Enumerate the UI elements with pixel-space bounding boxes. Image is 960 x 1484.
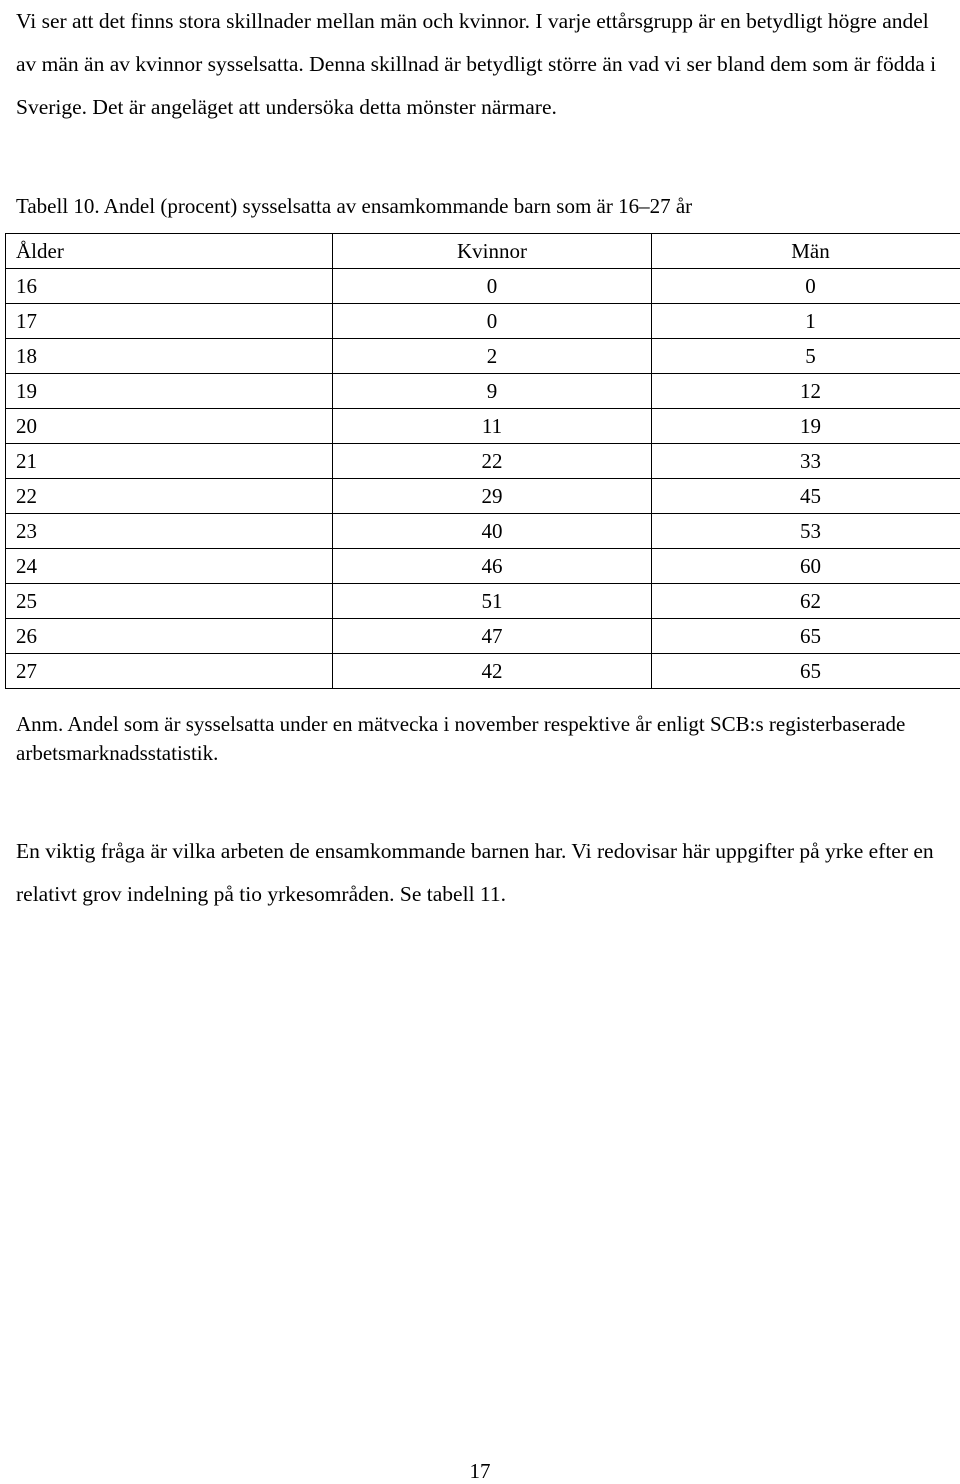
cell-age: 18 [6, 339, 333, 374]
cell-women: 29 [333, 479, 652, 514]
cell-age: 26 [6, 619, 333, 654]
table-row [6, 409, 960, 444]
cell-age: 20 [6, 409, 333, 444]
cell-women: 22 [333, 444, 652, 479]
cell-women: 2 [333, 339, 652, 374]
cell-age: 22 [6, 479, 333, 514]
cell-men: 33 [652, 444, 960, 479]
cell-women: 40 [333, 514, 652, 549]
employment-table [5, 233, 960, 689]
table-row [6, 304, 960, 339]
cell-men: 12 [652, 374, 960, 409]
page-number: 17 [469, 1459, 491, 1483]
cell-men: 53 [652, 514, 960, 549]
table-row [6, 269, 960, 304]
cell-age: 21 [6, 444, 333, 479]
cell-age: 19 [6, 374, 333, 409]
cell-men: 65 [652, 619, 960, 654]
cell-age: 27 [6, 654, 333, 689]
cell-men: 1 [652, 304, 960, 339]
cell-men: 19 [652, 409, 960, 444]
cell-women: 11 [333, 409, 652, 444]
table-row [6, 444, 960, 479]
cell-women: 42 [333, 654, 652, 689]
header-women: Kvinnor [333, 234, 652, 269]
table-row [6, 619, 960, 654]
cell-men: 0 [652, 269, 960, 304]
cell-men: 65 [652, 654, 960, 689]
cell-men: 45 [652, 479, 960, 514]
cell-age: 25 [6, 584, 333, 619]
cell-women: 0 [333, 269, 652, 304]
cell-men: 60 [652, 549, 960, 584]
cell-women: 51 [333, 584, 652, 619]
cell-men: 62 [652, 584, 960, 619]
cell-age: 24 [6, 549, 333, 584]
intro-paragraph: Vi ser att det finns stora skillnader mellan män och kvinnor. I varje ettårsgrupp är en betydligt högre andel av män än av kvinnor sysselsatta. Denna skillnad är betydligt större än vad vi ser bland dem som är födda i Sverige. Det är angeläget att undersöka detta mönster närmare. [16, 9, 937, 119]
table-row [6, 514, 960, 549]
body-paragraph: En viktig fråga är vilka arbeten de ensamkommande barnen har. Vi redovisar här uppgifter på yrke efter en relativt grov indelning på tio yrkesområden. Se tabell 11. [16, 839, 934, 906]
header-men: Män [652, 234, 960, 269]
cell-age: 17 [6, 304, 333, 339]
cell-men: 5 [652, 339, 960, 374]
table-row [6, 654, 960, 689]
table-row [6, 549, 960, 584]
cell-women: 9 [333, 374, 652, 409]
table-note: Anm. Andel som är sysselsatta under en mätvecka i november respektive år enligt SCB:s registerbaserade arbetsmarknadsstatistik. [16, 712, 906, 765]
cell-women: 0 [333, 304, 652, 339]
table-header-row [6, 234, 960, 269]
table-caption: Tabell 10. Andel (procent) sysselsatta av ensamkommande barn som är 16–27 år [16, 194, 693, 218]
cell-women: 46 [333, 549, 652, 584]
table-row [6, 339, 960, 374]
cell-age: 16 [6, 269, 333, 304]
table-row [6, 374, 960, 409]
table-row [6, 479, 960, 514]
cell-age: 23 [6, 514, 333, 549]
cell-women: 47 [333, 619, 652, 654]
header-age: Ålder [6, 234, 333, 269]
table-row [6, 584, 960, 619]
